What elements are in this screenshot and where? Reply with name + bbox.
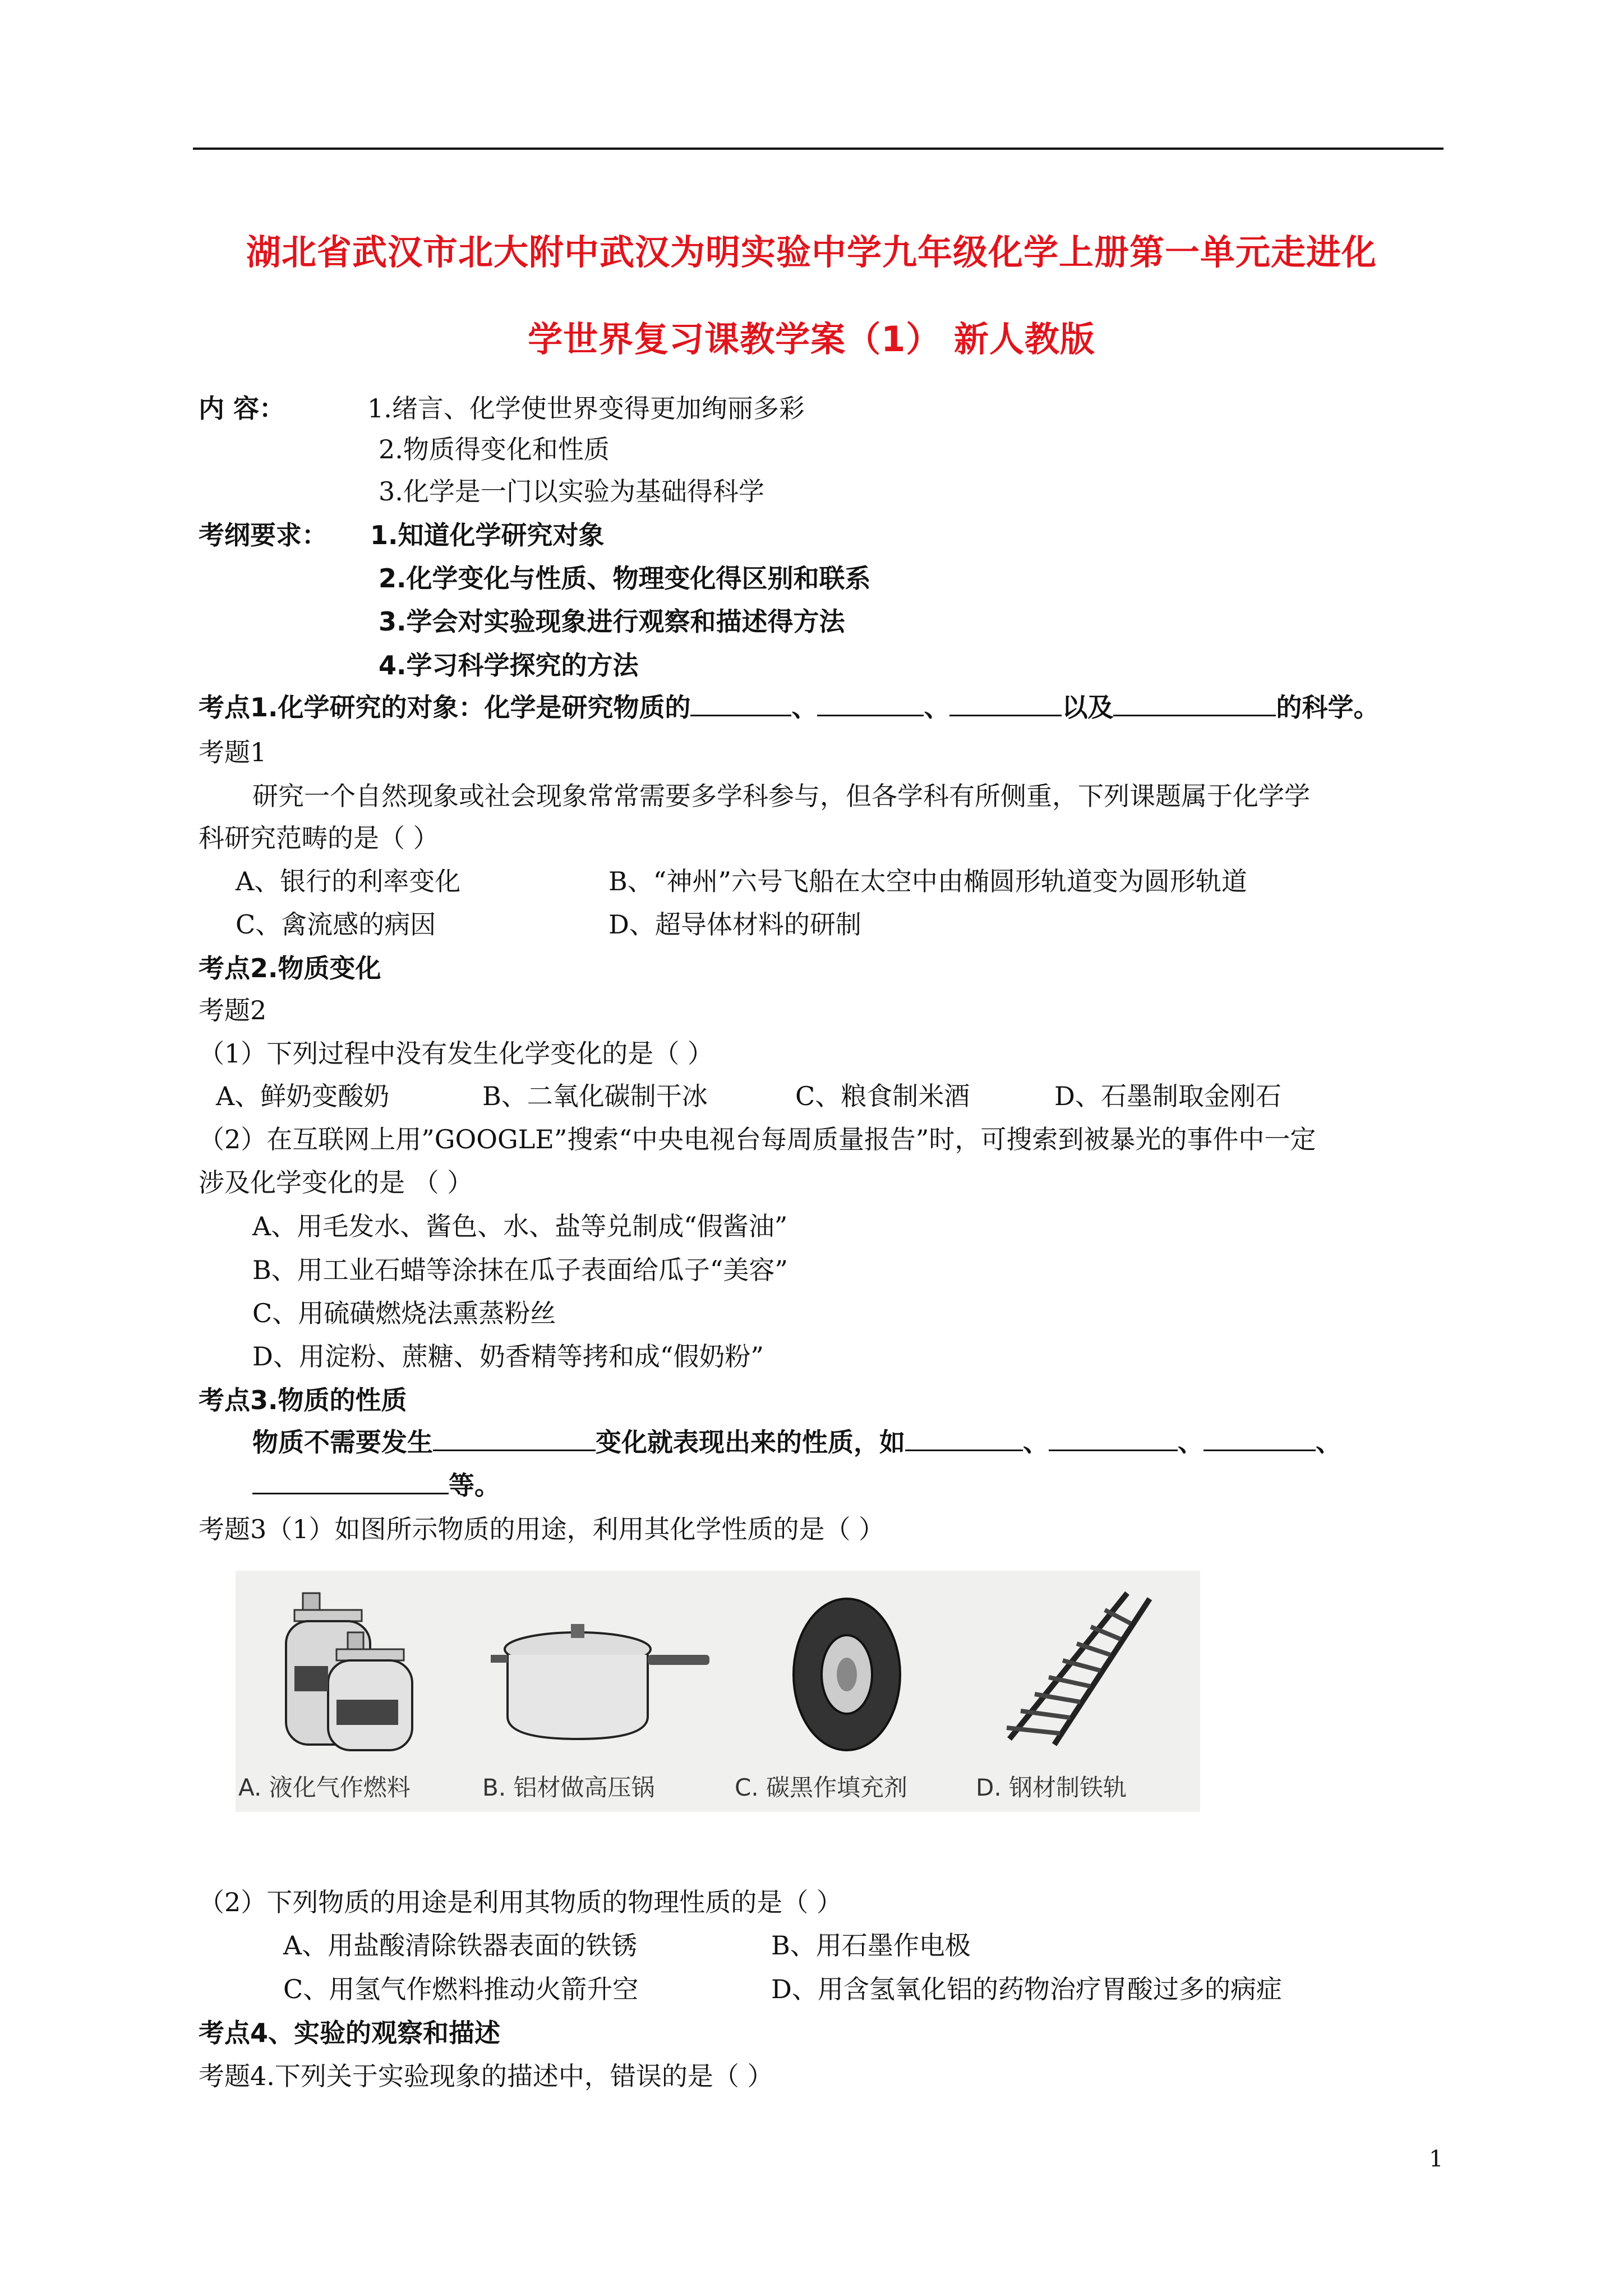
q3-sub2-stem: （2）下列物质的用途是利用其物质的物理性质的是（ ） xyxy=(199,1887,842,1917)
q2-sub2-stem: 涉及化学变化的是 （ ） xyxy=(199,1167,473,1198)
answer-blank[interactable] xyxy=(817,692,924,716)
q1-option-a: A、银行的利率变化 xyxy=(236,866,461,896)
q1-stem: 科研究范畴的是（ ） xyxy=(199,823,439,853)
figure-item-d xyxy=(976,1571,1200,1812)
q1-stem: 研究一个自然现象或社会现象常常需要多学科参与，但各学科有所侧重，下列课题属于化学学 xyxy=(252,781,1310,811)
point3-text: 变化就表现出来的性质，如 xyxy=(596,1427,905,1457)
point2-heading: 考点2.物质变化 xyxy=(199,953,381,983)
figure-caption-b: B. 铝材做高压锅 xyxy=(482,1774,655,1801)
q2-sub1-option-a: A、鲜奶变酸奶 xyxy=(216,1081,390,1111)
q3-sub2-option-b: B、用石墨作电极 xyxy=(771,1930,971,1961)
point1-line xyxy=(199,687,1379,724)
point3-heading: 考点3.物质的性质 xyxy=(199,1385,407,1415)
point4-heading: 考点4、实验的观察和描述 xyxy=(199,2018,501,2048)
q2-sub2-stem: （2）在互联网上用”GOOGLE”搜索“中央电视台每周质量报告”时，可搜索到被暴光的事件中一定 xyxy=(199,1124,1316,1154)
answer-blank[interactable] xyxy=(1113,692,1276,716)
q2-label: 考题2 xyxy=(199,995,267,1025)
q2-sub2-option-d: D、用淀粉、蔗糖、奶香精等拷和成“假奶粉” xyxy=(252,1341,764,1372)
q2-sub1-option-c: C、粮食制米酒 xyxy=(795,1081,970,1111)
content-item: 3.化学是一门以实验为基础得科学 xyxy=(379,476,764,507)
q2-sub1-option-b: B、二氧化碳制干冰 xyxy=(482,1081,708,1111)
separator: 、 xyxy=(791,692,818,723)
q2-sub2-option-b: B、用工业石蜡等涂抹在瓜子表面给瓜子“美容” xyxy=(252,1255,788,1285)
point3-line xyxy=(252,1422,1341,1459)
railway-track-icon xyxy=(976,1571,1200,1756)
q1-option-d: D、超导体材料的研制 xyxy=(608,909,861,940)
point1-suffix: 的科学。 xyxy=(1276,692,1380,723)
header-rule xyxy=(193,148,1444,150)
q3-sub2-option-a: A、用盐酸清除铁器表面的铁锈 xyxy=(283,1930,638,1961)
answer-blank[interactable] xyxy=(905,1427,1023,1451)
pressure-cooker-icon xyxy=(482,1571,723,1756)
q3-sub2-option-d: D、用含氢氧化铝的药物治疗胃酸过多的病症 xyxy=(771,1974,1282,2004)
q3-figure xyxy=(236,1571,1200,1812)
separator: 、 xyxy=(924,692,950,723)
figure-item-c xyxy=(735,1571,970,1812)
requirement-item: 1.知道化学研究对象 xyxy=(370,520,605,550)
q2-sub1-stem: （1）下列过程中没有发生化学变化的是（ ） xyxy=(199,1038,713,1069)
requirement-item: 2.化学变化与性质、物理变化得区别和联系 xyxy=(379,563,871,593)
requirements-label: 考纲要求： xyxy=(199,520,328,550)
page-title-line2: 学世界复习课教学案（1） 新人教版 xyxy=(528,319,1095,360)
content-item: 2.物质得变化和性质 xyxy=(379,434,610,464)
answer-blank[interactable] xyxy=(690,692,791,716)
content-item: 1.绪言、化学使世界变得更加绚丽多彩 xyxy=(367,393,805,424)
content-label: 内 容： xyxy=(199,393,285,424)
separator: 、 xyxy=(1178,1427,1204,1457)
point3-suffix: 等。 xyxy=(449,1470,500,1501)
q2-sub2-option-a: A、用毛发水、酱色、水、盐等兑制成“假酱油” xyxy=(252,1211,788,1241)
page-title-line1: 湖北省武汉市北大附中武汉为明实验中学九年级化学上册第一单元走进化 xyxy=(246,232,1377,273)
q1-option-b: B、“神州”六号飞船在太空中由椭圆形轨道变为圆形轨道 xyxy=(608,866,1247,896)
gas-cylinder-icon xyxy=(236,1571,477,1756)
point3-line2 xyxy=(252,1465,500,1502)
q2-sub2-option-c: C、用硫磺燃烧法熏蒸粉丝 xyxy=(252,1298,556,1328)
requirement-item: 3.学会对实验现象进行观察和描述得方法 xyxy=(379,606,845,637)
point1-prefix: 考点1.化学研究的对象：化学是研究物质的 xyxy=(199,692,691,723)
page-number: 1 xyxy=(1429,2146,1444,2172)
separator: 以及 xyxy=(1062,692,1114,723)
q3-sub2-option-c: C、用氢气作燃料推动火箭升空 xyxy=(283,1974,639,2004)
figure-item-b xyxy=(482,1571,723,1812)
point3-text: 物质不需要发生 xyxy=(252,1427,433,1457)
separator: 、 xyxy=(1316,1427,1341,1457)
answer-blank[interactable] xyxy=(1204,1427,1316,1451)
requirement-item: 4.学习科学探究的方法 xyxy=(379,650,639,680)
q1-option-c: C、禽流感的病因 xyxy=(236,909,436,940)
answer-blank[interactable] xyxy=(433,1427,596,1451)
q4-stem: 考题4.下列关于实验现象的描述中，错误的是（ ） xyxy=(199,2061,773,2091)
answer-blank[interactable] xyxy=(949,692,1062,716)
answer-blank[interactable] xyxy=(1049,1427,1178,1451)
figure-caption-d: D. 钢材制铁轨 xyxy=(976,1774,1127,1801)
separator: 、 xyxy=(1023,1427,1049,1457)
figure-caption-a: A. 液化气作燃料 xyxy=(238,1774,411,1801)
tire-icon xyxy=(735,1571,970,1756)
q2-sub1-option-d: D、石墨制取金刚石 xyxy=(1054,1081,1281,1111)
q1-label: 考题1 xyxy=(199,737,267,767)
q3-sub1-stem: 考题3（1）如图所示物质的用途，利用其化学性质的是（ ） xyxy=(199,1514,885,1544)
figure-item-a xyxy=(236,1571,477,1812)
figure-caption-c: C. 碳黑作填充剂 xyxy=(735,1774,908,1801)
answer-blank[interactable] xyxy=(252,1470,449,1494)
